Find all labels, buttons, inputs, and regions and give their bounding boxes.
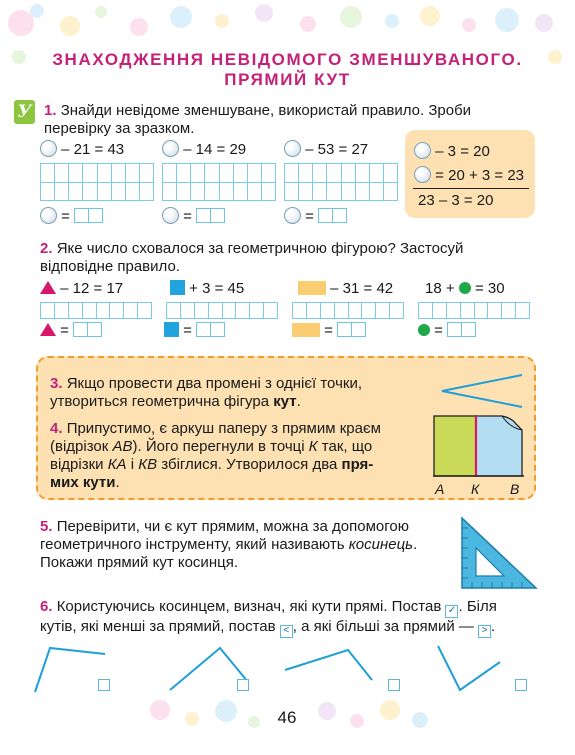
- page-title-line2: ПРЯМИЙ КУТ: [224, 70, 351, 89]
- angle-3: [285, 650, 372, 680]
- decoration-bubble: [30, 4, 44, 18]
- hidden-number-circle: [284, 140, 301, 157]
- sample-divider: [413, 188, 529, 189]
- answer-box[interactable]: [74, 208, 103, 223]
- set-square-icon: [458, 516, 538, 590]
- task5-number: 5.: [40, 518, 53, 535]
- decoration-bubble: [318, 702, 336, 720]
- written-task-icon: [14, 100, 35, 124]
- task2-equation-4: 18 + = 30: [425, 280, 505, 297]
- answer-box[interactable]: [196, 208, 225, 223]
- sample-line3: 23 – 3 = 20: [418, 192, 494, 209]
- decoration-bubble: [350, 714, 364, 728]
- task4-number: 4.: [50, 420, 63, 437]
- less-than-icon: <: [280, 625, 293, 638]
- decoration-bubble: [130, 18, 148, 36]
- decoration-bubble: [412, 712, 428, 728]
- angle-3-answer-box[interactable]: [388, 679, 400, 691]
- task1-number: 1.: [44, 102, 57, 119]
- page-title-line1: ЗНАХОДЖЕННЯ НЕВІДОМОГО ЗМЕНШУВАНОГО.: [52, 50, 523, 69]
- hidden-number-circle: [162, 207, 179, 224]
- angle-1: [35, 648, 105, 692]
- hidden-number-circle: [40, 207, 57, 224]
- task2-equation-2: + 3 = 45: [170, 280, 244, 297]
- decoration-bubble: [60, 16, 80, 36]
- sample-line2: = 20 + 3 = 23: [414, 166, 524, 184]
- task1-result-2: =: [162, 207, 225, 225]
- square-shape: [170, 280, 185, 295]
- task4-text: 4. Припустимо, є аркуш паперу з прямим краєм (відрізок АВ). Його перегнули в точці К так, що відрізки КА і КВ збіглися. Утворилося два пря- мих кути.: [50, 420, 381, 491]
- triangle-shape: [40, 323, 56, 336]
- decoration-bubble: [95, 6, 107, 18]
- square-shape: [164, 322, 179, 337]
- rectangle-shape: [298, 281, 326, 295]
- sample-line1: – 3 = 20: [414, 142, 490, 160]
- angle-4-answer-box[interactable]: [515, 679, 527, 691]
- task2-result-3: =: [292, 322, 366, 339]
- task3-text: 3. Якщо провести два промені з однієї точки, утвориться геометрична фігура кут.: [50, 375, 362, 410]
- decoration-bubble: [255, 4, 273, 22]
- task1-line1: Знайди невідоме зменшуване, використай правило. Зроби: [60, 102, 472, 119]
- check-mark-icon: ✓: [445, 605, 458, 618]
- decoration-bubble: [215, 14, 229, 28]
- task6-number: 6.: [40, 598, 53, 615]
- angle-1-answer-box[interactable]: [98, 679, 110, 691]
- answer-box[interactable]: [73, 322, 102, 337]
- point-b-label: В: [510, 481, 520, 497]
- task1-answer-grid-2[interactable]: [162, 163, 276, 201]
- triangle-shape: [40, 281, 56, 294]
- circle-shape: [459, 282, 471, 294]
- hidden-number-circle: [162, 140, 179, 157]
- answer-box[interactable]: [337, 322, 366, 337]
- decoration-bubble: [248, 716, 260, 728]
- task1-line2: перевірку за зразком.: [44, 120, 195, 137]
- task2-number: 2.: [40, 240, 53, 257]
- task1-equation-1: – 21 = 43: [40, 140, 124, 158]
- task2-equation-1: – 12 = 17: [40, 280, 123, 297]
- circle-shape: [418, 324, 430, 336]
- task1-result-3: =: [284, 207, 347, 225]
- answer-box[interactable]: [318, 208, 347, 223]
- decoration-bubble: [215, 700, 237, 722]
- answer-box[interactable]: [196, 322, 225, 337]
- decoration-bubble: [380, 700, 400, 720]
- task2-line2: відповідне правило.: [40, 258, 180, 275]
- task2-text: [40, 240, 545, 276]
- set-square-term: косинець: [348, 536, 414, 553]
- hidden-number-circle: [414, 142, 431, 159]
- task2-result-1: =: [40, 322, 102, 339]
- task2-answer-grid-1[interactable]: [40, 302, 152, 319]
- angle-4: [438, 646, 500, 690]
- folded-paper-illustration: [432, 414, 526, 482]
- decoration-bubble: [462, 18, 476, 32]
- task1-answer-grid-1[interactable]: [40, 163, 154, 201]
- answer-box[interactable]: [447, 322, 476, 337]
- decoration-bubble: [495, 8, 519, 32]
- task6-text: 6. Користуючись косинцем, визнач, які кути прямі. Постав ✓ . Біля кутів, які менші за прямий, постав < , а які більші за прямий — > .: [40, 598, 497, 636]
- decoration-bubble: [340, 6, 362, 28]
- task1-equation-3: – 53 = 27: [284, 140, 368, 158]
- task2-answer-grid-2[interactable]: [166, 302, 278, 319]
- point-a-label: А: [435, 481, 445, 497]
- point-k-label: К: [471, 481, 480, 497]
- hidden-number-circle: [414, 166, 431, 183]
- task2-result-4: =: [418, 322, 476, 339]
- rectangle-shape: [292, 323, 320, 337]
- decoration-bubble: [150, 700, 170, 720]
- task2-answer-grid-3[interactable]: [292, 302, 404, 319]
- page-number: 46: [277, 708, 297, 727]
- angle-term: кут: [273, 393, 297, 410]
- decoration-bubble: [170, 6, 192, 28]
- task1-equation-2: – 14 = 29: [162, 140, 246, 158]
- task2-equation-3: – 31 = 42: [298, 280, 393, 297]
- written-task-letter: У: [17, 102, 32, 122]
- angle-illustration: [438, 372, 524, 410]
- task2-result-2: =: [164, 322, 225, 339]
- decoration-bubble: [185, 712, 199, 726]
- decoration-bubble: [300, 16, 316, 32]
- hidden-number-circle: [40, 140, 57, 157]
- task1-answer-grid-3[interactable]: [284, 163, 398, 201]
- task1-result-1: =: [40, 207, 103, 225]
- task3-number: 3.: [50, 375, 63, 392]
- task2-line1: Яке число сховалося за геометричною фігурою? Застосуй: [56, 240, 464, 257]
- task2-answer-grid-4[interactable]: [418, 302, 530, 319]
- decoration-bubble: [535, 14, 553, 32]
- hidden-number-circle: [284, 207, 301, 224]
- angle-2-answer-box[interactable]: [237, 679, 249, 691]
- decoration-bubble: [420, 6, 440, 26]
- task5-text: 5. Перевірити, чи є кут прямим, можна за допомогою геометричного інструменту, який називають косинець. Покажи прямий кут косинця.: [40, 518, 418, 571]
- decoration-bubble: [385, 14, 399, 28]
- greater-than-icon: >: [478, 625, 491, 638]
